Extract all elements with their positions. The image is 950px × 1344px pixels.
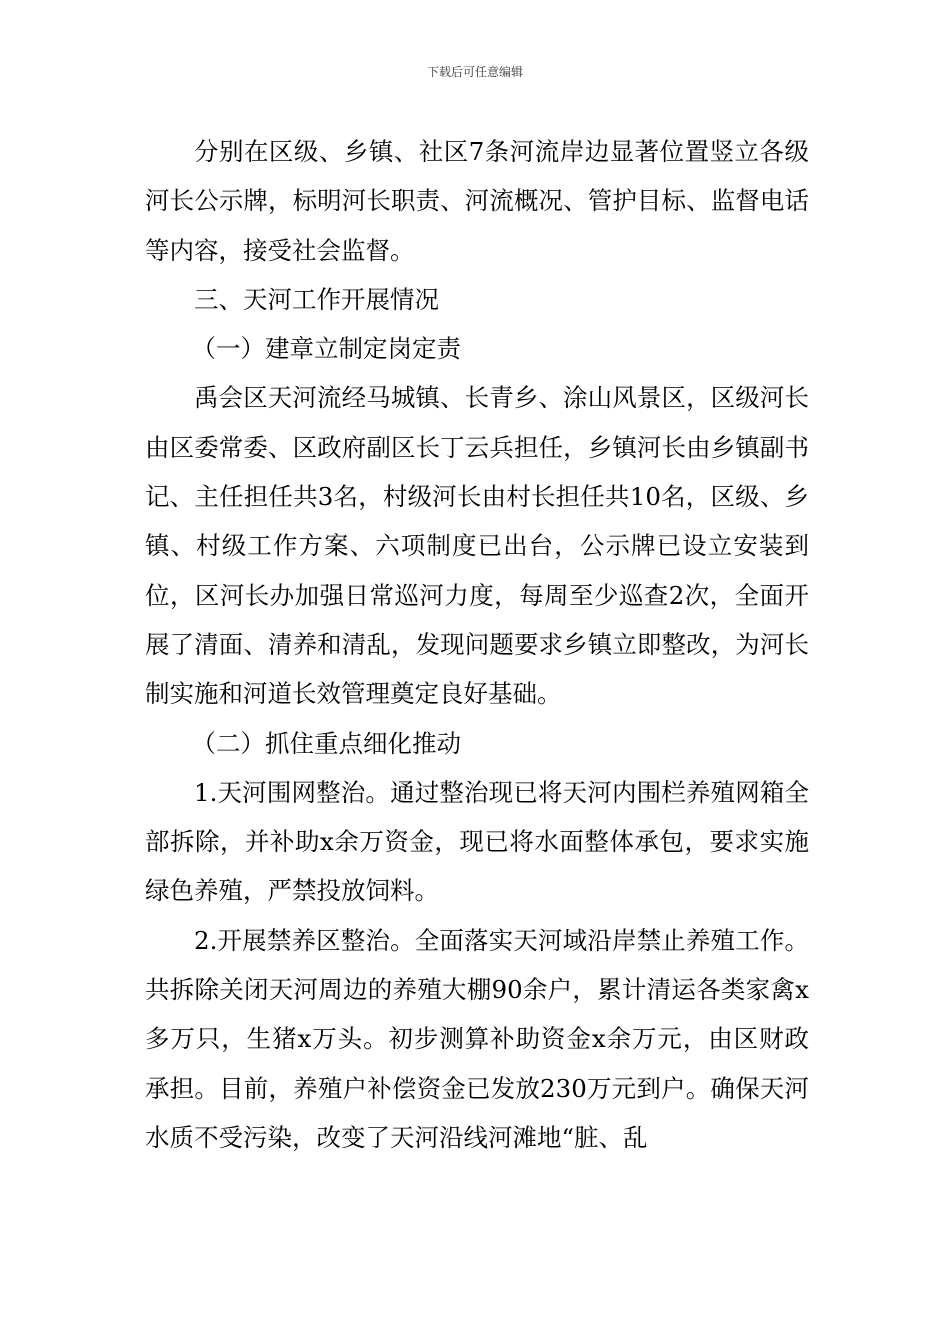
subsection-heading-regulations: （一）建章立制定岗定责 [191, 334, 462, 364]
section-heading-tianhe-work: 三、天河工作开展情况 [194, 284, 439, 314]
document-body [145, 127, 809, 1162]
paragraph-net-remediation: 1.天河围网整治。通过整治现已将天河内围栏养殖网箱全部拆除，并补助x余万资金，现已将水面整体承包，要求实施绿色养殖，严禁投放饲料。 [145, 777, 809, 906]
paragraph-river-signboards: 分别在区级、乡镇、社区7条河流岸边显著位置竖立各级河长公示牌，标明河长职责、河流概况、管护目标、监督电话等内容，接受社会监督。 [145, 137, 809, 265]
paragraph-river-chiefs: 禹会区天河流经马城镇、长青乡、涂山风景区，区级河长由区委常委、区政府副区长丁云兵担任，乡镇河长由乡镇副书记、主任担任共3名，村级河长由村长担任共10名，区级、乡镇、村级工作方案、六项制度已出台，公示牌已设立安装到位，区河长办加强日常巡河力度，每周至少巡查2次，全面开展了清面、清养和清乱，发现问题要求乡镇立即整改，为河长制实施和河道长效管理奠定良好基础。 [145, 383, 809, 709]
subsection-heading-key-points: （二）抓住重点细化推动 [191, 728, 462, 758]
page-header: 下载后可任意编辑 [426, 65, 523, 79]
paragraph-breeding-ban: 2.开展禁养区整治。全面落实天河域沿岸禁止养殖工作。共拆除关闭天河周边的养殖大棚90余户，累计清运各类家禽x多万只，生猪x万头。初步测算补助资金x余万元，由区财政承担。目前，养殖户补偿资金已发放230万元到户。确保天河水质不受污染，改变了天河沿线河滩地“脏、乱 [145, 925, 809, 1152]
